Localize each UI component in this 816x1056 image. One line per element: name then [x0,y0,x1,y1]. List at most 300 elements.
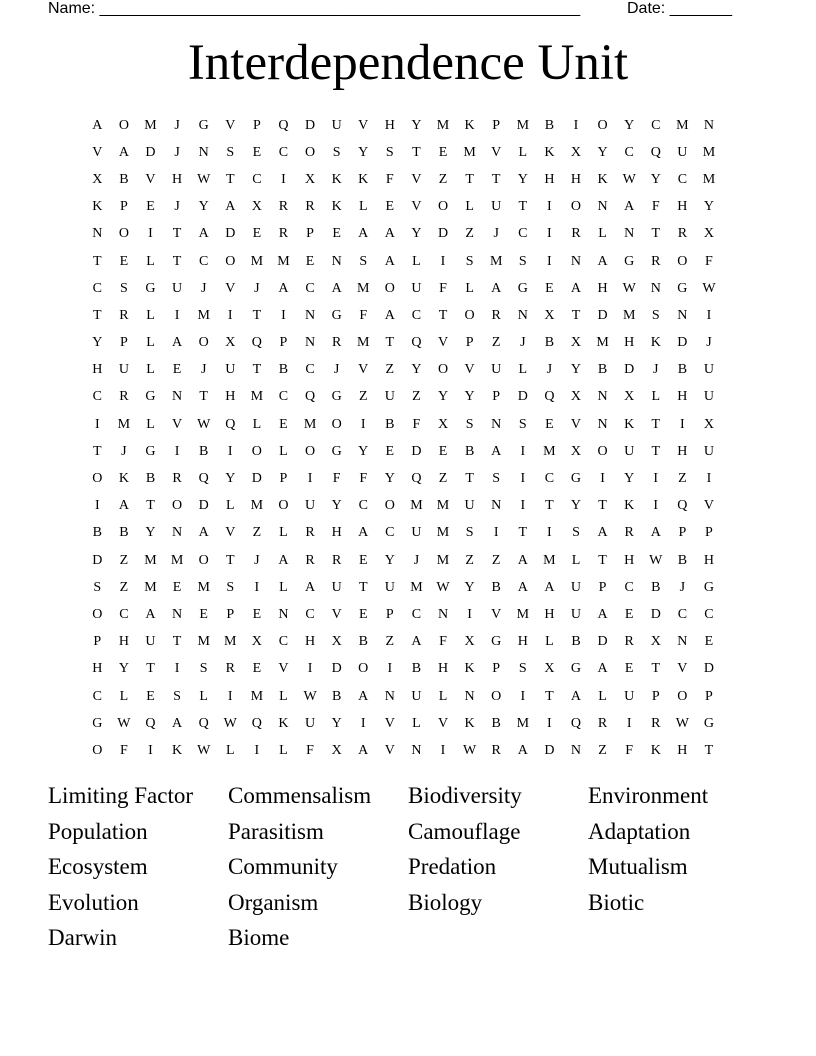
grid-letter: H [517,634,528,650]
grid-letter: Z [465,226,474,242]
grid-letter: A [118,498,129,514]
grid-letter: A [597,606,608,622]
grid-letter: Q [677,498,688,514]
grid-letter: V [437,335,449,351]
grid-letter: I [520,471,526,487]
word-bank-item: Predation [408,854,497,880]
grid-letter: B [464,443,475,459]
word-bank-item: Parasitism [228,818,324,844]
grid-letter: U [703,443,715,459]
grid-letter: O [384,498,395,514]
grid-letter: O [437,199,449,215]
grid-letter: U [172,280,183,296]
grid-letter: A [278,552,289,568]
grid-letter: H [677,443,688,459]
grid-letter: S [226,144,235,160]
grid-letter: V [225,280,236,296]
grid-letter: Q [225,416,236,432]
grid-letter: Y [570,362,582,378]
grid-letter: A [570,280,582,296]
grid-letter: O [92,742,103,758]
grid-letter: U [677,144,688,160]
grid-letter: D [597,634,608,650]
grid-letter: E [358,606,368,622]
grid-letter: V [570,416,582,432]
grid-letter: C [677,171,688,187]
grid-letter: M [516,117,530,133]
grid-letter: H [624,335,635,351]
grid-letter: E [704,634,714,650]
grid-letter: M [357,335,370,351]
grid-letter: P [279,335,288,351]
word-bank-item: Ecosystem [48,854,148,880]
grid-letter: I [360,416,366,432]
grid-letter: C [651,117,661,133]
grid-letter: F [359,471,368,487]
name-field[interactable]: Name: ______________________________________________________ [48,0,581,17]
grid-letter: C [92,389,102,405]
grid-letter: L [225,498,235,514]
grid-letter: Q [411,471,422,487]
grid-letter: H [118,634,129,650]
grid-letter: Z [119,579,129,595]
grid-letter: K [650,742,661,758]
grid-letter: M [144,552,157,568]
word-bank-item: Darwin [48,925,117,951]
grid-letter: K [597,171,608,187]
grid-letter: E [385,199,395,215]
grid-letter: I [626,715,632,731]
grid-letter: S [572,525,580,541]
grid-letter: I [467,606,472,622]
grid-letter: S [199,661,208,677]
grid-letter: M [250,688,264,704]
word-bank-item: Organism [228,889,319,915]
grid-letter: V [464,362,475,378]
grid-letter: J [520,335,526,351]
grid-letter: E [545,280,554,296]
grid-letter: H [331,525,342,541]
grid-letter: C [92,688,102,704]
grid-letter: M [489,253,503,269]
grid-letter: I [547,525,552,541]
grid-letter: K [278,715,289,731]
word-search-grid [84,112,722,765]
grid-letter: T [598,498,607,514]
grid-letter: M [197,579,210,595]
grid-letter: E [438,443,448,459]
grid-letter: N [172,389,183,405]
grid-letter: T [252,307,262,323]
grid-letter: I [547,226,552,242]
grid-letter: S [518,661,527,677]
grid-letter: T [146,498,155,514]
grid-letter: T [598,552,607,568]
grid-letter: N [437,606,449,622]
grid-letter: Y [597,144,608,160]
grid-letter: A [172,335,183,351]
grid-letter: K [331,171,342,187]
grid-letter: R [305,199,315,215]
grid-letter: K [650,335,661,351]
grid-letter: E [252,226,262,242]
grid-letter: B [571,634,581,650]
grid-letter: X [92,171,103,187]
grid-letter: P [226,606,235,622]
grid-letter: K [544,144,555,160]
grid-letter: I [520,443,526,459]
grid-letter: M [702,144,716,160]
grid-letter: D [437,226,449,242]
grid-letter: T [412,144,421,160]
grid-letter: Q [544,389,555,405]
grid-letter: N [172,606,183,622]
grid-letter: I [706,471,712,487]
grid-letter: G [92,715,103,731]
grid-letter: A [278,280,289,296]
grid-letter: F [412,416,421,432]
grid-letter: E [252,606,262,622]
grid-letter: T [518,199,528,215]
grid-letter: R [331,335,342,351]
grid-letter: O [491,688,502,704]
grid-letter: A [92,117,103,133]
grid-letter: H [92,661,103,677]
grid-letter: H [677,389,688,405]
grid-letter: D [544,742,555,758]
grid-letter: Z [438,171,448,187]
grid-letter: W [223,715,237,731]
grid-letter: N [384,688,395,704]
grid-letter: E [146,199,155,215]
grid-letter: I [281,171,286,187]
grid-letter: I [174,661,180,677]
grid-letter: X [570,389,582,405]
grid-letter: P [306,226,314,242]
grid-letter: P [119,199,128,215]
grid-letter: R [624,634,634,650]
grid-letter: G [703,579,715,595]
grid-letter: B [651,579,661,595]
grid-letter: A [544,579,555,595]
grid-letter: V [411,199,422,215]
grid-letter: P [705,525,713,541]
grid-letter: G [517,280,528,296]
grid-letter: K [331,199,342,215]
grid-letter: T [146,661,155,677]
grid-letter: I [227,688,233,704]
grid-letter: O [570,199,582,215]
grid-letter: Q [145,715,156,731]
grid-letter: B [597,362,608,378]
word-bank-item: Biotic [588,889,645,915]
grid-letter: L [279,525,288,541]
grid-letter: C [305,606,315,622]
grid-letter: L [598,688,607,704]
grid-letter: W [622,280,636,296]
grid-letter: W [622,171,636,187]
grid-letter: N [491,416,502,432]
grid-letter: L [571,552,581,568]
grid-letter: H [172,171,183,187]
grid-letter: S [465,416,474,432]
grid-letter: O [251,443,262,459]
grid-letter: L [545,634,554,650]
grid-letter: X [464,634,475,650]
grid-letter: H [544,171,555,187]
grid-letter: Y [411,362,422,378]
grid-letter: U [304,715,316,731]
grid-letter: F [705,253,713,269]
grid-letter: C [677,606,688,622]
grid-letter: A [145,606,156,622]
word-bank-item: Evolution [48,889,139,915]
grid-letter: O [597,443,608,459]
grid-letter: A [517,742,528,758]
grid-letter: D [331,661,342,677]
grid-letter: U [703,362,715,378]
grid-letter: N [650,280,661,296]
grid-letter: C [358,498,368,514]
grid-letter: K [464,715,475,731]
grid-letter: U [145,634,156,650]
grid-letter: Z [385,634,395,650]
grid-letter: C [305,280,315,296]
grid-letter: F [359,307,368,323]
grid-letter: R [491,307,501,323]
grid-letter: N [278,606,289,622]
grid-letter: G [198,117,209,133]
grid-letter: H [92,362,103,378]
grid-letter: L [651,389,661,405]
grid-letter: P [678,525,687,541]
grid-letter: T [358,579,368,595]
grid-letter: M [250,389,264,405]
grid-letter: T [172,253,182,269]
grid-letter: H [437,661,449,677]
grid-letter: S [119,280,128,296]
grid-letter: H [225,389,236,405]
grid-letter: V [92,144,103,160]
grid-letter: G [145,443,156,459]
grid-letter: U [570,606,582,622]
grid-letter: U [624,688,635,704]
grid-letter: D [198,498,209,514]
grid-letter: T [385,335,395,351]
grid-letter: W [436,579,450,595]
grid-letter: M [436,117,450,133]
grid-letter: N [491,498,502,514]
grid-letter: V [384,742,395,758]
grid-letter: W [303,688,317,704]
grid-letter: T [225,552,235,568]
grid-letter: H [570,171,582,187]
word-bank-item: Limiting Factor [48,783,194,808]
grid-letter: T [704,742,714,758]
grid-letter: O [92,606,103,622]
grid-letter: L [252,416,262,432]
grid-letter: N [624,226,635,242]
grid-letter: G [624,253,635,269]
grid-letter: Y [331,498,342,514]
grid-letter: A [304,579,316,595]
grid-letter: V [384,715,395,731]
grid-letter: K [358,171,369,187]
grid-letter: P [385,606,394,622]
grid-letter: S [385,144,394,160]
grid-letter: R [571,226,581,242]
grid-letter: C [518,226,528,242]
grid-letter: U [703,389,715,405]
grid-letter: U [304,498,316,514]
grid-letter: L [358,199,368,215]
grid-letter: K [118,471,129,487]
grid-letter: I [680,416,685,432]
grid-letter: Y [145,525,156,541]
grid-letter: A [491,443,502,459]
grid-letter: A [358,688,369,704]
grid-letter: U [411,280,422,296]
grid-letter: N [703,117,715,133]
grid-letter: A [411,634,422,650]
grid-letter: C [624,144,634,160]
grid-letter: Y [570,498,582,514]
grid-letter: Z [119,552,129,568]
grid-letter: U [491,362,502,378]
grid-letter: V [358,117,369,133]
grid-letter: T [491,171,501,187]
grid-letter: M [543,552,556,568]
grid-letter: C [92,280,102,296]
grid-letter: R [278,226,289,242]
grid-letter: W [463,742,477,758]
grid-letter: Y [517,171,528,187]
grid-letter: K [464,661,475,677]
grid-letter: T [93,443,102,459]
grid-letter: M [224,634,237,650]
grid-letter: A [597,253,608,269]
grid-letter: F [439,634,447,650]
grid-letter: A [597,525,608,541]
grid-letter: I [174,307,180,323]
grid-letter: T [438,307,448,323]
grid-letter: T [225,171,235,187]
grid-letter: E [358,552,368,568]
grid-letter: U [570,579,582,595]
grid-letter: J [653,362,659,378]
grid-letter: E [199,606,208,622]
grid-letter: M [516,606,530,622]
grid-letter: P [705,688,713,704]
grid-letter: I [440,742,446,758]
grid-letter: O [358,661,369,677]
grid-letter: L [119,688,129,704]
grid-letter: L [518,362,528,378]
grid-letter: L [199,688,208,704]
grid-letter: V [358,362,369,378]
grid-letter: Y [437,389,449,405]
grid-letter: O [677,253,688,269]
grid-letter: V [225,117,236,133]
grid-letter: T [571,307,581,323]
grid-letter: N [411,742,422,758]
word-bank-item: Biodiversity [408,783,522,808]
grid-letter: P [252,117,261,133]
grid-letter: Y [331,715,342,731]
grid-letter: O [172,498,183,514]
grid-letter: S [173,688,181,704]
grid-letter: J [121,443,127,459]
grid-letter: A [198,525,209,541]
grid-letter: E [305,253,315,269]
grid-letter: Z [598,742,607,758]
grid-letter: O [225,253,236,269]
page-title: Interdependence Unit [187,35,629,91]
grid-letter: M [543,443,556,459]
grid-letter: P [465,335,474,351]
grid-letter: D [597,307,608,323]
grid-letter: E [279,416,288,432]
grid-letter: O [331,416,342,432]
grid-letter: G [677,280,688,296]
grid-letter: V [677,661,688,677]
grid-letter: I [281,307,286,323]
grid-letter: O [92,471,103,487]
grid-letter: O [597,117,608,133]
grid-letter: A [225,199,236,215]
grid-letter: P [279,471,288,487]
grid-letter: I [254,742,260,758]
grid-letter: R [305,525,315,541]
grid-letter: Y [384,552,395,568]
grid-letter: B [199,443,209,459]
grid-letter: B [278,362,289,378]
grid-letter: X [331,742,342,758]
grid-letter: D [225,226,236,242]
grid-letter: J [200,362,207,378]
grid-letter: A [172,715,183,731]
grid-letter: S [332,144,341,160]
grid-letter: T [93,307,102,323]
grid-letter: L [146,253,155,269]
grid-letter: K [624,498,635,514]
grid-letter: T [651,226,661,242]
grid-letter: W [117,715,131,731]
grid-letter: B [358,634,368,650]
grid-letter: M [463,144,476,160]
grid-letter: Y [624,471,635,487]
grid-letter: U [491,199,502,215]
grid-letter: B [411,661,422,677]
grid-letter: R [225,661,235,677]
date-field[interactable]: Date: _______ [627,0,732,17]
word-bank-item: Population [48,818,148,844]
grid-letter: Q [650,144,661,160]
grid-letter: X [251,634,262,650]
grid-letter: M [436,498,450,514]
word-bank-item: Biology [408,889,483,915]
grid-letter: M [303,416,317,432]
grid-letter: M [436,525,450,541]
grid-letter: A [384,226,395,242]
grid-letter: G [331,307,342,323]
grid-letter: A [358,226,369,242]
grid-letter: L [598,226,607,242]
header-row [48,0,768,20]
grid-letter: N [464,688,475,704]
grid-letter: M [144,117,157,133]
grid-letter: J [333,362,340,378]
